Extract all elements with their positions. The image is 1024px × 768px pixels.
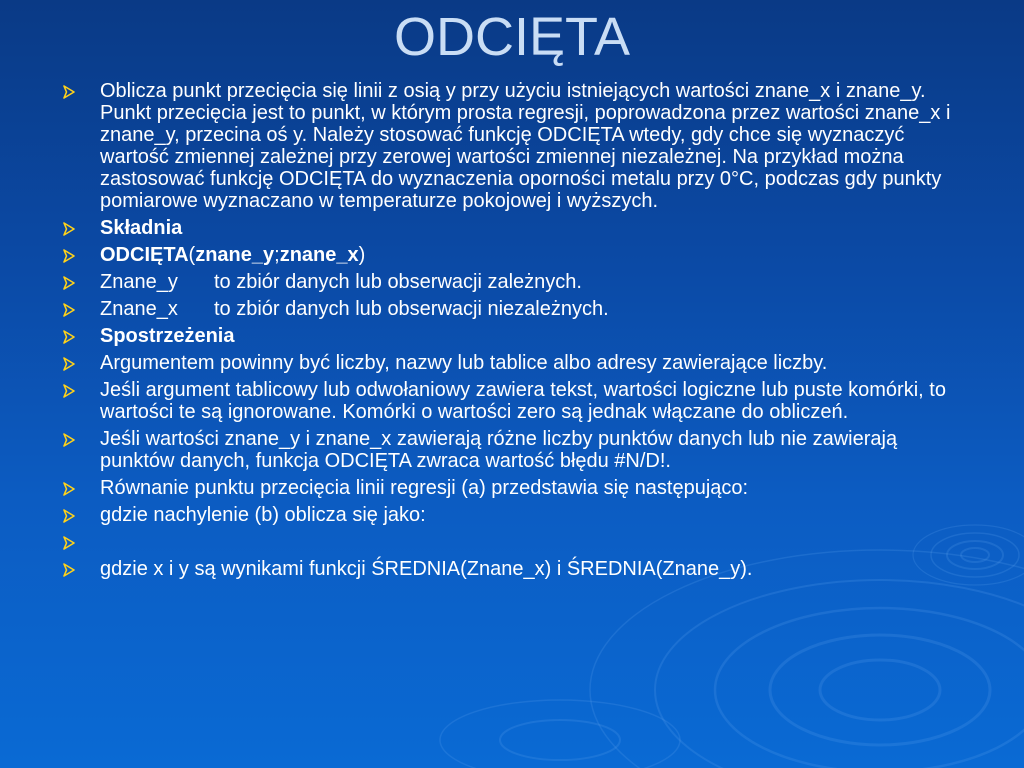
syntax-line: [100, 244, 365, 266]
list-item: [62, 80, 962, 212]
list-item: [62, 352, 962, 374]
arrow-bullet-icon: [62, 303, 76, 317]
list-item: [62, 244, 962, 266]
arrow-bullet-icon: [62, 85, 76, 99]
arrow-bullet-icon: [62, 330, 76, 344]
argument-definition: to zbiór danych lub obserwacji niezależnych.: [214, 298, 609, 320]
function-name: ODCIĘTA: [100, 244, 189, 266]
bullet-text: Jeśli argument tablicowy lub odwołaniowy zawiera tekst, wartości logiczne lub puste komórki, to wartości te są ignorowane. Komórki o wartości zero są jednak włączane do obliczeń.: [100, 379, 946, 423]
section-heading-syntax: Składnia: [100, 217, 183, 239]
argument-1: znane_y: [195, 244, 275, 266]
list-item: [62, 531, 962, 553]
bullet-text: gdzie x i y są wynikami funkcji ŚREDNIA(Znane_x) i ŚREDNIA(Znane_y).: [100, 558, 753, 580]
arrow-bullet-icon: [62, 509, 76, 523]
list-item: [62, 298, 962, 320]
arrow-bullet-icon: [62, 357, 76, 371]
argument-2: znane_x: [279, 244, 359, 266]
arrow-bullet-icon: [62, 563, 76, 577]
bullet-text: Jeśli wartości znane_y i znane_x zawierają różne liczby punktów danych lub nie zawierają punktów danych, funkcja ODCIĘTA zwraca wartość błędu #N/D!.: [100, 428, 898, 472]
argument-definition: to zbiór danych lub obserwacji zależnych.: [214, 271, 582, 293]
argument-separator: ;: [274, 244, 280, 266]
list-item: [62, 428, 962, 472]
close-paren: ): [358, 244, 366, 266]
argument-term: Znane_y: [100, 271, 178, 293]
arrow-bullet-icon: [62, 276, 76, 290]
open-paren: (: [188, 244, 196, 266]
bullet-text: Argumentem powinny być liczby, nazwy lub tablice albo adresy zawierające liczby.: [100, 352, 828, 374]
bullet-list: [62, 80, 962, 585]
arrow-bullet-icon: [62, 384, 76, 398]
arrow-bullet-icon: [62, 482, 76, 496]
list-item: [62, 325, 962, 347]
list-item: [62, 477, 962, 499]
list-item: [62, 271, 962, 293]
bullet-text: Oblicza punkt przecięcia się linii z osią y przy użyciu istniejących wartości znane_x i znane_y. Punkt przecięcia jest to punkt, w którym prosta regresji, poprowadzona przez wartości znane_x i znane_y, przecina oś y. Należy stosować funkcję ODCIĘTA wtedy, gdy chce się wyznaczyć wartość zmiennej zależnej przy zerowej wartości zmiennej niezależnej. Na przykład można zastosować funkcję ODCIĘTA do wyznaczenia oporności metalu przy 0°C, podczas gdy punkty pomiarowe wyznaczano w temperaturze pokojowej i wyższych.: [100, 80, 951, 212]
argument-term: Znane_x: [100, 298, 178, 320]
list-item: [62, 379, 962, 423]
slide-title: ODCIĘTA: [393, 7, 630, 67]
list-item: [62, 504, 962, 526]
bullet-text: gdzie nachylenie (b) oblicza się jako:: [100, 504, 426, 526]
arrow-bullet-icon: [62, 536, 76, 550]
bullet-text: Równanie punktu przecięcia linii regresji (a) przedstawia się następująco:: [100, 477, 749, 499]
list-item: [62, 217, 962, 239]
arrow-bullet-icon: [62, 222, 76, 236]
list-item: [62, 558, 962, 580]
arrow-bullet-icon: [62, 433, 76, 447]
section-heading-remarks: Spostrzeżenia: [100, 325, 235, 347]
arrow-bullet-icon: [62, 249, 76, 263]
